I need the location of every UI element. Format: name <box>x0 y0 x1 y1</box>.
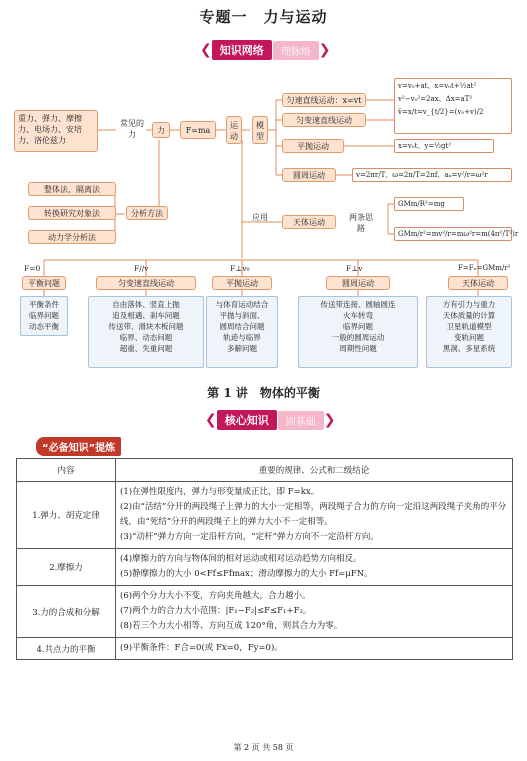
core-knowledge-banner <box>205 410 335 430</box>
lecture-title: 第 1 讲 物体的平衡 <box>207 386 320 400</box>
uniform-accel-box: 匀变速直线运动 <box>282 113 366 127</box>
chevron-right-icon: ❯ <box>318 42 331 58</box>
table-header-content: 内容 <box>17 459 116 482</box>
rule-item: (6)两个分力大小不变，方向夹角越大，合力越小。 <box>120 591 311 601</box>
essential-knowledge-ribbon <box>36 437 121 456</box>
table-row <box>17 549 513 586</box>
newton-law-box: F=ma <box>180 121 216 139</box>
table-row <box>17 638 513 660</box>
row-topic: 2.摩擦力 <box>17 549 116 586</box>
row-topic: 4.共点力的平衡 <box>17 638 116 660</box>
sub-circular: 传送带连接、圆轴圆连 火车转弯 临界问题 一般的圆周运动 周期性问题 <box>298 296 418 368</box>
sub-uniform-accel: 自由落体、竖直上抛 追及相遇、刹车问题 传送带、滑块木板问题 临界、动态问题 超重、失重问题 <box>88 296 204 368</box>
page-footer: 第 2 页 共 58 页 <box>233 743 294 752</box>
chevron-right-icon: ❯ <box>323 412 336 428</box>
gravity-formula-box: GMm/R²=mg <box>394 197 464 211</box>
banner-main-label: 知识网络 <box>212 40 272 60</box>
rule-item: (7)两个力的合力大小范围：|F₁−F₂|≤F≤F₁+F₂。 <box>120 606 312 616</box>
cond-label-5: F=Fₙ=GMm/r² <box>458 264 511 272</box>
category-circular: 圆周运动 <box>326 276 390 290</box>
page-title: 专题一 力与运动 <box>199 8 328 26</box>
row-items <box>116 549 513 586</box>
table-row <box>17 482 513 549</box>
rule-item: (4)摩擦力的方向与物体间的相对运动或相对运动趋势方向相反。 <box>120 554 362 564</box>
circular-box: 圆周运动 <box>282 168 336 182</box>
cond-label-4: F⊥v <box>346 264 363 273</box>
circular-formula-box: v=2πr/T、ω=2π/T=2πf、aₙ=v²/r=ω²r <box>352 168 512 182</box>
motion-box: 运动 <box>226 116 242 144</box>
cond-label-2: F//v <box>134 264 149 273</box>
category-celestial: 天体运动 <box>448 276 508 290</box>
orbit-formula-box: GMm/r²=mv²/r=mω²r=m(4π²/T²)r <box>394 227 512 241</box>
rule-item: (3)“动杆”弹力方向一定沿杆方向，“定杆”弹力方向不一定沿杆方向。 <box>120 532 379 542</box>
force-box: 力 <box>152 122 170 138</box>
formula-2: v²−v₀²=2ax、Δx=aT² <box>398 95 473 103</box>
rule-item: (1)在弹性限度内，弹力与形变量成正比，即 F=kx。 <box>120 487 320 497</box>
sub-projectile: 与体育运动结合 平抛与斜面、 圆周结合问题 轨迹与临界 多解问题 <box>206 296 278 368</box>
knowledge-table <box>16 458 513 660</box>
category-projectile: 平抛运动 <box>212 276 272 290</box>
banner-sub-label: 固基础 <box>278 411 324 430</box>
formula-3: v̄=x/t=v_{t/2}=(v₀+v)/2 <box>398 108 484 116</box>
two-ideas-label: 两条思路 <box>349 213 373 233</box>
rule-item: (9)平衡条件：F合=0(或 Fx=0，Fy=0)。 <box>120 643 283 653</box>
sub-equilibrium: 平衡条件 临界问题 动态平衡 <box>20 296 68 336</box>
uniform-motion-box: 匀速直线运动：x=vt <box>282 93 366 107</box>
row-topic: 1.弹力、胡克定律 <box>17 482 116 549</box>
ribbon-label: “必备知识”提炼 <box>36 437 121 456</box>
row-topic: 3.力的合成和分解 <box>17 586 116 638</box>
table-header-rules: 重要的规律、公式和二级结论 <box>116 459 513 482</box>
banner-main-label: 核心知识 <box>217 410 277 430</box>
category-equilibrium: 平衡问题 <box>22 276 66 290</box>
row-items <box>116 638 513 660</box>
analysis-methods-box: 分析方法 <box>126 206 168 220</box>
method-box-1: 整体法、隔离法 <box>28 182 116 196</box>
row-items <box>116 482 513 549</box>
row-items <box>116 586 513 638</box>
category-uniform-accel: 匀变速直线运动 <box>96 276 196 290</box>
formula-1: v=v₀+at、x=v₀t+½at² <box>398 82 477 90</box>
projectile-formula-box: x=v₀t、y=½gt² <box>394 139 494 153</box>
cond-label-1: F=0 <box>24 264 41 273</box>
rule-item: (2)由“活结”分开的两段绳子上弹力的大小一定相等，两段绳子合力的方向一定沿这两段绳子夹角的平分线，由“死结”分开的两段绳子上的弹力大小不一定相等。 <box>120 502 507 527</box>
cond-label-3: F⊥v₀ <box>230 264 250 273</box>
method-box-2: 转换研究对象法 <box>28 206 116 220</box>
celestial-box: 天体运动 <box>282 215 336 229</box>
table-row <box>17 586 513 638</box>
chevron-left-icon: ❮ <box>205 412 217 428</box>
projectile-box: 平抛运动 <box>282 139 344 153</box>
banner-sub-label: 理脉络 <box>273 41 319 60</box>
chevron-left-icon: ❮ <box>200 42 212 58</box>
kinematics-formulas-box <box>394 78 512 134</box>
rule-item: (5)静摩擦力的大小 0<Ff≤Ffmax；滑动摩擦力的大小 Ff=μFN。 <box>120 569 373 579</box>
forces-list-box: 重力、弹力、摩擦力、电场力、安培力、洛伦兹力 <box>14 110 98 152</box>
table-header-row <box>17 459 513 482</box>
model-box: 模型 <box>252 116 268 144</box>
common-forces-label: 常见的力 <box>120 119 144 139</box>
method-box-3: 动力学分析法 <box>28 230 116 244</box>
rule-item: (8)若三个力大小相等、方向互成 120°角，则其合力为零。 <box>120 621 343 631</box>
apply-label: 应用 <box>252 213 268 222</box>
sub-celestial: 方有引力与重力 天体质量的计算 卫星轨道模型 变轨问题 黑洞、多星系统 <box>426 296 512 368</box>
